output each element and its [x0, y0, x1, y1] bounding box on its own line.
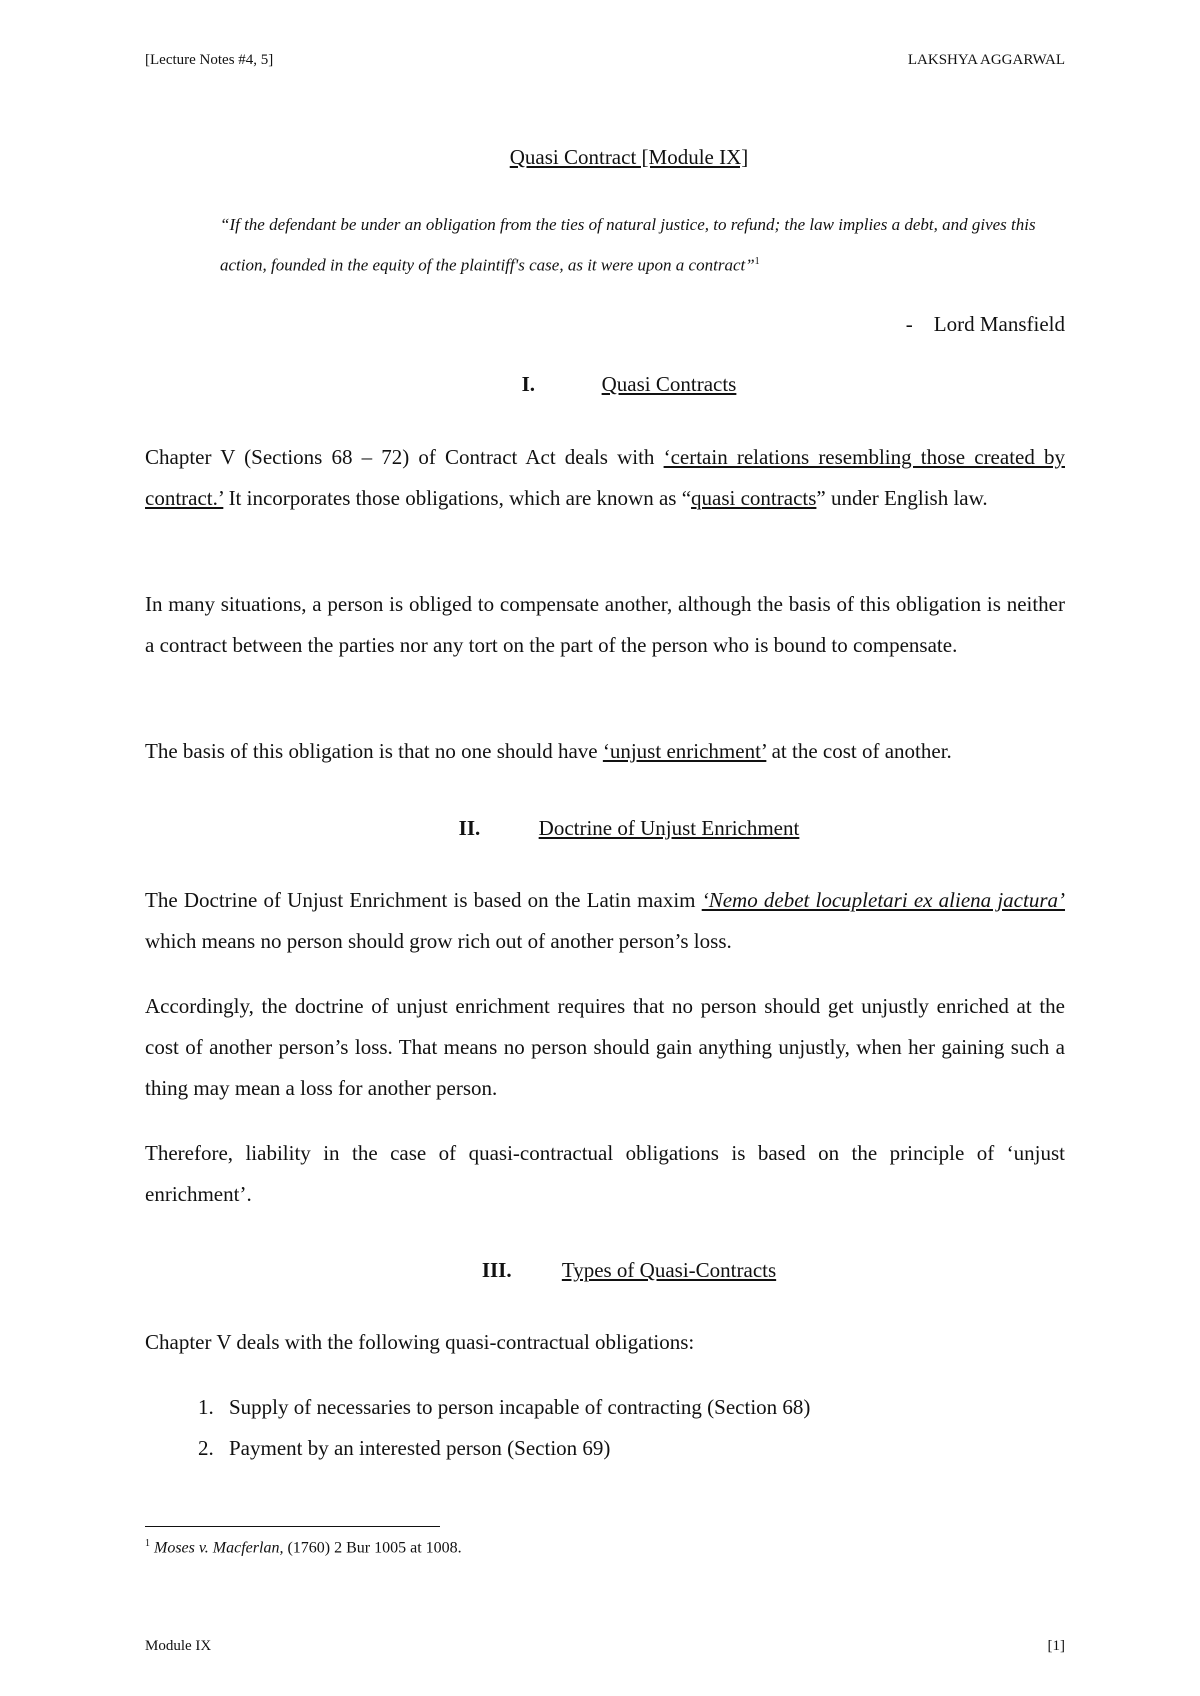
section-heading-1: [0, 372, 1200, 397]
list-item: 2. Payment by an interested person (Section 69): [219, 1428, 1065, 1469]
section-number: III.: [481, 1258, 512, 1282]
paragraph: Therefore, liability in the case of quasi-contractual obligations is based on the principle of ‘unjust enrichment’.: [145, 1141, 1065, 1206]
page-title: Quasi Contract [Module IX]: [509, 145, 749, 169]
footnote-ref: 1: [754, 256, 760, 267]
footnote: $^1$ Moses v. Macferlan, (1760) 2 Bur 1005 at 1008.: [145, 1538, 462, 1557]
epigraph-quote: [220, 206, 1040, 284]
list-item: 1. Supply of necessaries to person incapable of contracting (Section 68): [219, 1387, 1065, 1428]
paragraph: In many situations, a person is obliged to compensate another, although the basis of this obligation is neither a contract between the parties nor any tort on the part of the person who is bound to compensate.: [145, 592, 1065, 657]
paragraph: Accordingly, the doctrine of unjust enrichment requires that no person should get unjustly enriched at the cost of another person’s loss. That means no person should gain anything unjustly, when her gaining such a thing may mean a loss for another person.: [145, 994, 1065, 1100]
footer-left: Module IX: [145, 1638, 212, 1654]
paragraph: The basis of this obligation is that no one should have ‘unjust enrichment’ at the cost of another.: [145, 739, 952, 763]
section-number: I.: [521, 372, 536, 396]
footnote-rule: [145, 1526, 440, 1527]
section-number: II.: [458, 816, 481, 840]
section-heading-2: [0, 816, 1200, 841]
epigraph-attribution: - Lord Mansfield: [905, 312, 1065, 336]
paragraph: Chapter V (Sections 68 – 72) of Contract Act deals with ‘certain relations resembling those created by contract.’ It incorporates those obligations, which are known as “quasi contracts” under English law.: [145, 445, 1065, 510]
section-heading-3: [0, 1258, 1200, 1283]
quote-text: “If the defendant be under an obligation from the ties of natural justice, to refund; the law implies a debt, and gives this action, founded in the equity of the plaintiff's case, as it were upon a contract”: [220, 215, 1036, 275]
obligations-list: [145, 1387, 1065, 1469]
header-right: LAKSHYA AGGARWAL: [907, 52, 1065, 68]
page-number: [1]: [1047, 1638, 1065, 1654]
paragraph: The Doctrine of Unjust Enrichment is based on the Latin maxim ‘Nemo debet locupletari ex aliena jactura’ which means no person should grow rich out of another person’s loss.: [145, 888, 1066, 953]
header-left: [Lecture Notes #4, 5]: [145, 52, 274, 68]
section-title: Doctrine of Unjust Enrichment: [538, 816, 800, 840]
section-title: Quasi Contracts: [601, 372, 737, 396]
section-title: Types of Quasi-Contracts: [561, 1258, 777, 1282]
paragraph: Chapter V deals with the following quasi-contractual obligations:: [145, 1330, 695, 1354]
